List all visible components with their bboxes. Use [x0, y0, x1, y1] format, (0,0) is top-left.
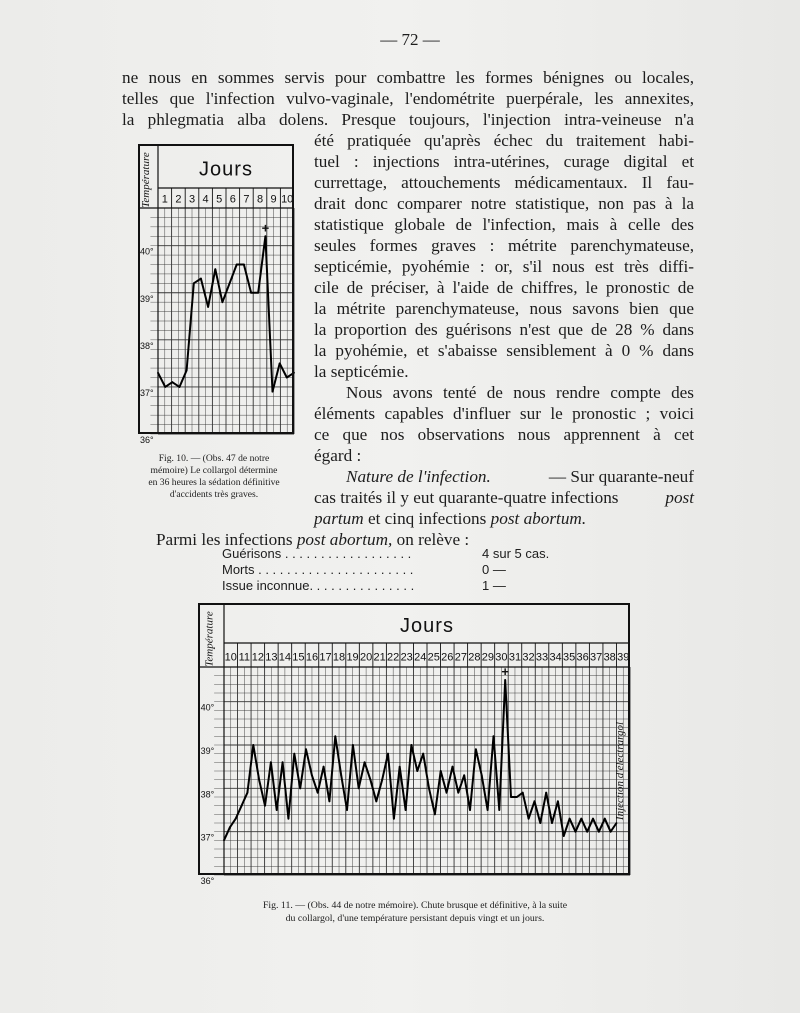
day-label: 8	[256, 193, 264, 206]
text-line: ne nous en sommes servis pour combattre les formes bénignes ou locales,	[122, 68, 694, 87]
caption-line: d'accidents très graves.	[169, 489, 259, 500]
data-point	[545, 792, 547, 794]
chart-title: Jours	[400, 614, 454, 637]
data-point	[282, 761, 284, 763]
day-label: 22	[387, 651, 400, 664]
y-tick-label: 37°	[200, 832, 215, 843]
data-point	[586, 831, 588, 833]
day-label: 14	[278, 651, 292, 664]
data-point	[575, 831, 577, 833]
data-point	[207, 306, 209, 308]
stat-label: Issue inconnue. . . . . . . . . . . . . . .	[222, 578, 415, 593]
day-label: 30	[495, 651, 508, 664]
day-label: 23	[400, 651, 413, 664]
day-label: 4	[202, 193, 209, 206]
data-point	[193, 282, 195, 284]
data-point	[200, 278, 202, 280]
y-tick-label: 39°	[140, 293, 154, 304]
data-point	[405, 809, 407, 811]
data-point	[264, 805, 266, 807]
day-label: 3	[188, 193, 196, 206]
injection-marker: +	[501, 664, 509, 679]
text-italic: post abortum,	[296, 530, 393, 549]
text-line: la métrite parenchymateuse, nous savons bien que	[314, 299, 694, 318]
data-point	[616, 822, 618, 824]
data-point	[157, 372, 159, 374]
text-line	[346, 467, 694, 487]
injection-marker: +	[261, 220, 270, 236]
data-point	[229, 282, 231, 284]
day-label: 28	[468, 651, 481, 664]
stat-value: 0 —	[482, 562, 506, 577]
y-tick-label: 38°	[140, 340, 154, 351]
text-span: Parmi les infections	[156, 530, 297, 549]
data-point	[235, 818, 237, 820]
caption-line: mémoire) Le collargol détermine	[150, 465, 278, 476]
data-point	[340, 774, 342, 776]
text-line: la proportion des guérisons n'est que de 28 % dans	[314, 320, 694, 339]
text-line: ce que nos observations nous apprennent à cet	[314, 425, 694, 444]
text-line: seules formes graves : métrite parenchymateuse,	[314, 236, 694, 255]
day-label: 32	[522, 651, 535, 664]
day-label: 13	[265, 651, 278, 664]
data-point	[243, 264, 245, 266]
data-point	[399, 766, 401, 768]
day-label: 38	[603, 651, 616, 664]
data-point	[279, 362, 281, 364]
data-point	[446, 792, 448, 794]
day-label: 34	[549, 651, 562, 664]
data-point	[358, 787, 360, 789]
y-axis-label: Température	[203, 611, 216, 667]
text-line: Nous avons tenté de nous rendre compte des	[346, 383, 694, 402]
text-line: la phlegmatia alba dolens. Presque toujours, l'injection intra-veineuse n'a	[122, 110, 694, 129]
day-label: 21	[373, 651, 386, 664]
text-line	[314, 488, 694, 508]
text-span: — Sur quarante-neuf	[548, 467, 694, 486]
day-label: 5	[216, 193, 223, 206]
day-label: 39	[617, 651, 630, 664]
stat-value: 1 —	[482, 578, 506, 593]
data-point	[270, 761, 272, 763]
data-point	[276, 809, 278, 811]
data-point	[498, 809, 500, 811]
y-tick-label: 37°	[140, 387, 154, 398]
data-point	[286, 377, 288, 379]
data-point	[323, 766, 325, 768]
day-label: 9	[270, 193, 277, 206]
day-label: 10	[224, 651, 237, 664]
data-point	[252, 744, 254, 746]
data-point	[534, 800, 536, 802]
day-label: 18	[332, 651, 346, 664]
day-label: 17	[319, 651, 332, 664]
text-line: currettage, attouchements médicamentaux. Il fau-	[314, 173, 694, 192]
fig11-chart	[198, 603, 630, 886]
chart-title: Jours	[199, 158, 253, 181]
data-point	[288, 818, 290, 820]
text-line: la septicémie.	[314, 362, 409, 381]
data-point	[364, 761, 366, 763]
data-point	[557, 800, 559, 802]
y-tick-label: 36°	[140, 435, 154, 445]
data-point	[411, 744, 413, 746]
data-point	[592, 818, 594, 820]
stat-label: Morts . . . . . . . . . . . . . . . . . . . . . .	[222, 562, 414, 577]
fig11-caption	[190, 899, 640, 925]
day-label: 1	[161, 193, 168, 206]
data-point	[510, 796, 512, 798]
text-italic: post	[665, 488, 694, 507]
text-line: égard :	[314, 446, 362, 465]
day-label: 24	[414, 651, 427, 664]
stat-value: 4 sur 5 cas.	[482, 546, 550, 561]
data-point	[539, 822, 541, 824]
text-italic: post abortum.	[490, 509, 587, 528]
day-label: 25	[427, 651, 440, 664]
page-number: — 72 —	[380, 30, 440, 49]
stat-row	[222, 562, 506, 578]
text-line: été pratiquée qu'après échec du traitement habi-	[314, 131, 694, 150]
stat-label: Guérisons . . . . . . . . . . . . . . . . . .	[222, 546, 412, 561]
data-point	[257, 292, 259, 294]
data-point	[164, 386, 166, 388]
day-label: 36	[576, 651, 589, 664]
data-point	[241, 805, 243, 807]
data-point	[375, 800, 377, 802]
data-point	[416, 770, 418, 772]
data-point	[598, 831, 600, 833]
data-point	[247, 792, 249, 794]
text-italic: Nature de l'infection.	[346, 467, 491, 486]
data-point	[469, 809, 471, 811]
day-label: 16	[305, 651, 319, 664]
data-point	[381, 779, 383, 781]
caption-line: Fig. 10. — (Obs. 47 de notre	[158, 453, 270, 464]
data-point	[569, 818, 571, 820]
data-point	[214, 268, 216, 270]
y-tick-label: 38°	[200, 789, 215, 800]
data-point	[222, 301, 224, 303]
data-point	[457, 792, 459, 794]
data-point	[236, 264, 238, 266]
text-span: cas traités il y eut quarante-quatre infections	[314, 488, 619, 507]
day-label: 29	[481, 651, 495, 664]
data-point	[229, 826, 231, 828]
data-point	[334, 735, 336, 737]
data-point	[422, 753, 424, 755]
day-label: 6	[229, 193, 236, 206]
text-line: statistique globale de l'infection, mais à celle des	[314, 215, 694, 234]
data-point	[258, 779, 260, 781]
stat-row	[222, 578, 506, 594]
side-label: Injection d'électrargol	[614, 721, 627, 821]
data-point	[186, 370, 188, 372]
data-point	[428, 787, 430, 789]
data-point	[250, 292, 252, 294]
data-point	[329, 800, 331, 802]
data-point	[305, 748, 307, 750]
text-italic: partum	[314, 509, 364, 528]
data-point	[522, 792, 524, 794]
caption-line: Fig. 11. — (Obs. 44 de notre mémoire). Chute brusque et définitive, à la suite	[262, 900, 568, 911]
caption-line: du collargol, d'une température persistant depuis vingt et un jours.	[285, 913, 545, 924]
data-point	[551, 822, 553, 824]
y-tick-label: 40°	[140, 246, 154, 257]
data-point	[440, 770, 442, 772]
data-point	[311, 774, 313, 776]
data-point	[434, 813, 436, 815]
text-line: éléments capables d'influer sur le pronostic ; voici	[314, 404, 694, 423]
day-label: 2	[175, 193, 182, 206]
day-label: 7	[243, 193, 250, 206]
data-point	[387, 753, 389, 755]
day-label: 33	[535, 651, 549, 664]
day-label: 10	[281, 193, 294, 206]
data-point	[563, 835, 565, 837]
text-line: la pyohémie, et s'abaisse sensiblement à 0 % dans	[314, 341, 694, 360]
data-point	[580, 818, 582, 820]
data-point	[264, 235, 266, 237]
data-point	[393, 818, 395, 820]
data-point	[481, 774, 483, 776]
data-point	[272, 391, 274, 393]
text-span: et cinq infections	[363, 509, 491, 528]
data-point	[493, 735, 495, 737]
day-label: 27	[454, 651, 467, 664]
day-label: 37	[590, 651, 603, 664]
day-label: 15	[292, 651, 305, 664]
data-point	[504, 679, 506, 681]
data-point	[610, 831, 612, 833]
text-line: tuel : injections intra-utérines, curage digital et	[314, 152, 694, 171]
day-label: 12	[251, 651, 264, 664]
y-tick-label: 40°	[200, 702, 215, 713]
text-line	[314, 509, 586, 529]
y-axis-label: Température	[140, 152, 152, 208]
data-point	[516, 796, 518, 798]
data-point	[293, 753, 295, 755]
data-point	[223, 839, 225, 841]
text-span: on relève :	[392, 530, 470, 549]
data-point	[352, 744, 354, 746]
data-point	[463, 774, 465, 776]
day-label: 19	[346, 651, 359, 664]
data-point	[604, 818, 606, 820]
day-label: 11	[238, 651, 251, 664]
data-point	[487, 809, 489, 811]
data-point	[452, 766, 454, 768]
text-line: septicémie, pyohémie : or, s'il nous est très diffi-	[314, 257, 694, 276]
day-label: 20	[359, 651, 373, 664]
day-label: 35	[562, 651, 576, 664]
data-point	[317, 792, 319, 794]
text-line: telles que l'infection vulvo-vaginale, l'endométrite puerpérale, les annexites,	[122, 89, 694, 108]
day-label: 31	[508, 651, 522, 664]
data-point	[528, 818, 530, 820]
y-tick-label: 36°	[200, 876, 215, 886]
data-point	[475, 748, 477, 750]
caption-line: en 36 heures la sédation définitive	[148, 477, 280, 488]
data-point	[346, 809, 348, 811]
fig10-caption	[124, 453, 304, 501]
text-line: drait donc comparer notre statistique, non pas à la	[314, 194, 694, 213]
data-point	[179, 386, 181, 388]
data-point	[299, 787, 301, 789]
stat-row	[222, 546, 549, 562]
y-tick-label: 39°	[200, 746, 215, 756]
fig10-chart	[138, 144, 294, 445]
data-point	[171, 381, 173, 383]
text-line: cile de préciser, à l'aide de chiffres, le pronostic de	[314, 278, 694, 297]
day-label: 26	[441, 651, 454, 664]
data-point	[370, 779, 372, 781]
